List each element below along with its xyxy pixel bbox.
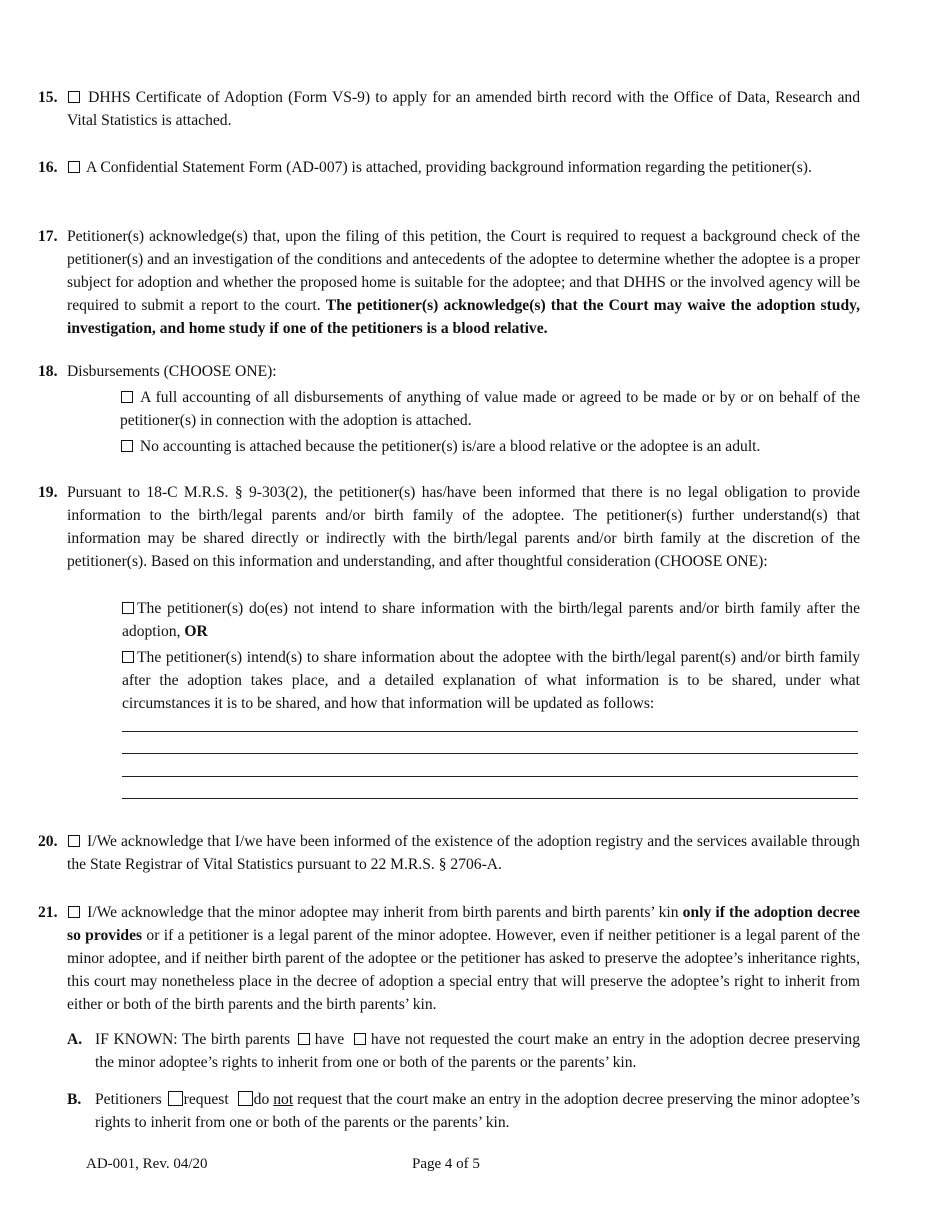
item-number: 15. xyxy=(38,89,58,106)
sub-letter: A. xyxy=(67,1031,83,1048)
item-number: 19. xyxy=(38,484,58,501)
do-label: do xyxy=(253,1091,270,1108)
item-text: DHHS Certificate of Adoption (Form VS-9) to apply for an amended birth record with the Office of Data, Research and Vital Statistics is attached. xyxy=(67,89,860,129)
item-text: Pursuant to 18-C M.R.S. § 9-303(2), the petitioner(s) has/have been informed that there is no legal obligation to provide information to the birth/legal parents and/or birth family of the adoptee. The petitioner(s) further understand(s) that information may be shared directly or indirectly with the birth/legal parents and/or birth family at the discretion of the petitioner(s). Based on this information and understanding, and after thoughtful consideration (CHOOSE ONE): xyxy=(67,484,860,570)
explanation-line-3[interactable] xyxy=(122,776,858,777)
item-21-sub-b xyxy=(67,1088,860,1134)
have-not-text: have not requested the court make an entry in the adoption decree preserving the minor adoptee’s rights to inherit from one or both of the parents or the parents’ kin. xyxy=(95,1031,860,1071)
checkbox-inheritance-acknowledge[interactable] xyxy=(68,906,80,918)
not-label: not xyxy=(273,1091,294,1108)
item-20 xyxy=(38,830,860,876)
checkbox-birth-parents-have-not[interactable] xyxy=(354,1033,366,1045)
item-text-end: or if a petitioner is a legal parent of the minor adoptee. However, even if neither petitioner is a legal parent of the minor adoptee, and if neither birth parent of the adoptee or the petitioner has asked to preserve the adoptee’s inheritance rights, this court may nonetheless place in the decree of adoption a special entry that will preserve the adoptee’s right to inherit from either or both of the birth parents and the birth parents’ kin. xyxy=(67,927,860,1013)
item-number: 17. xyxy=(38,228,58,245)
disbursement-option-full-accounting xyxy=(120,386,860,432)
item-text: I/We acknowledge that I/we have been informed of the existence of the adoption registry and the services available through the State Registrar of Vital Statistics pursuant to 22 M.R.S. § 2706-A. xyxy=(67,833,860,873)
item-bold-text: The petitioner(s) acknowledge(s) that the Court may waive the adoption study, investigation, and home study if one of the petitioners is a blood relative. xyxy=(67,297,860,337)
checkbox-certificate-attached[interactable] xyxy=(68,91,80,103)
sub-prefix: IF KNOWN: The birth parents xyxy=(95,1031,291,1048)
item-17 xyxy=(38,225,860,340)
share-option-intend xyxy=(122,646,860,715)
option-text: The petitioner(s) intend(s) to share information about the adoptee with the birth/legal parent(s) and/or birth family after the adoption takes place, and a detailed explanation of what information is to be shared, under what circumstances it is to be shared, and how that information will be updated as follows: xyxy=(122,649,860,712)
checkbox-adoption-registry[interactable] xyxy=(68,835,80,847)
checkbox-petitioners-do-not-request[interactable] xyxy=(238,1091,253,1106)
item-number: 20. xyxy=(38,833,58,850)
item-number: 18. xyxy=(38,363,58,380)
item-21 xyxy=(38,901,860,1016)
sub-prefix: Petitioners xyxy=(95,1091,162,1108)
option-text: The petitioner(s) do(es) not intend to share information with the birth/legal parents and/or birth family after the adoption, xyxy=(122,600,860,640)
disbursement-option-no-accounting xyxy=(120,435,860,458)
item-16 xyxy=(38,156,860,179)
item-bold-text: only if the adoption decree so provides xyxy=(67,904,860,944)
explanation-line-2[interactable] xyxy=(122,753,858,754)
sub-letter: B. xyxy=(67,1091,82,1108)
have-label: have xyxy=(314,1031,345,1048)
explanation-line-4[interactable] xyxy=(122,798,858,799)
checkbox-birth-parents-have[interactable] xyxy=(298,1033,310,1045)
item-heading: Disbursements (CHOOSE ONE): xyxy=(67,363,277,380)
item-text: A Confidential Statement Form (AD-007) is attached, providing background information regarding the petitioner(s). xyxy=(86,159,812,176)
option-text: A full accounting of all disbursements of anything of value made or agreed to be made or by or on behalf of the petitioner(s) in connection with the adoption is attached. xyxy=(120,389,860,429)
checkbox-confidential-statement[interactable] xyxy=(68,161,80,173)
item-18 xyxy=(38,360,860,383)
item-19 xyxy=(38,481,860,573)
request-label: request xyxy=(183,1091,229,1108)
explanation-line-1[interactable] xyxy=(122,731,858,732)
checkbox-no-accounting[interactable] xyxy=(121,440,133,452)
checkbox-intend-share[interactable] xyxy=(122,651,134,663)
checkbox-full-accounting[interactable] xyxy=(121,391,133,403)
form-id: AD-001, Rev. 04/20 xyxy=(86,1156,208,1172)
checkbox-not-intend-share[interactable] xyxy=(122,602,134,614)
item-text: I/We acknowledge that the minor adoptee may inherit from birth parents and birth parents’ kin xyxy=(87,904,679,921)
option-text: No accounting is attached because the petitioner(s) is/are a blood relative or the adoptee is an adult. xyxy=(139,438,761,455)
item-21-sub-a xyxy=(67,1028,860,1074)
item-15 xyxy=(38,86,860,132)
request-rest-text: request that the court make an entry in the adoption decree preserving the minor adoptee’s rights to inherit from one or both of the parents or the parents’ kin. xyxy=(95,1091,861,1131)
page-number: Page 4 of 5 xyxy=(412,1156,480,1172)
or-label: OR xyxy=(184,623,208,640)
share-option-not-intend xyxy=(122,597,860,643)
item-text: Petitioner(s) acknowledge(s) that, upon the filing of this petition, the Court is required to request a background check of the petitioner(s) and an investigation of the conditions and antecedents of the adoptee to determine whether the adoptee is a proper subject for adoption and whether the proposed home is suitable for the adoptee; and that DHHS or the involved agency will be required to submit a report to the court. xyxy=(67,228,860,314)
item-number: 16. xyxy=(38,159,58,176)
item-number: 21. xyxy=(38,904,58,921)
checkbox-petitioners-request[interactable] xyxy=(168,1091,183,1106)
